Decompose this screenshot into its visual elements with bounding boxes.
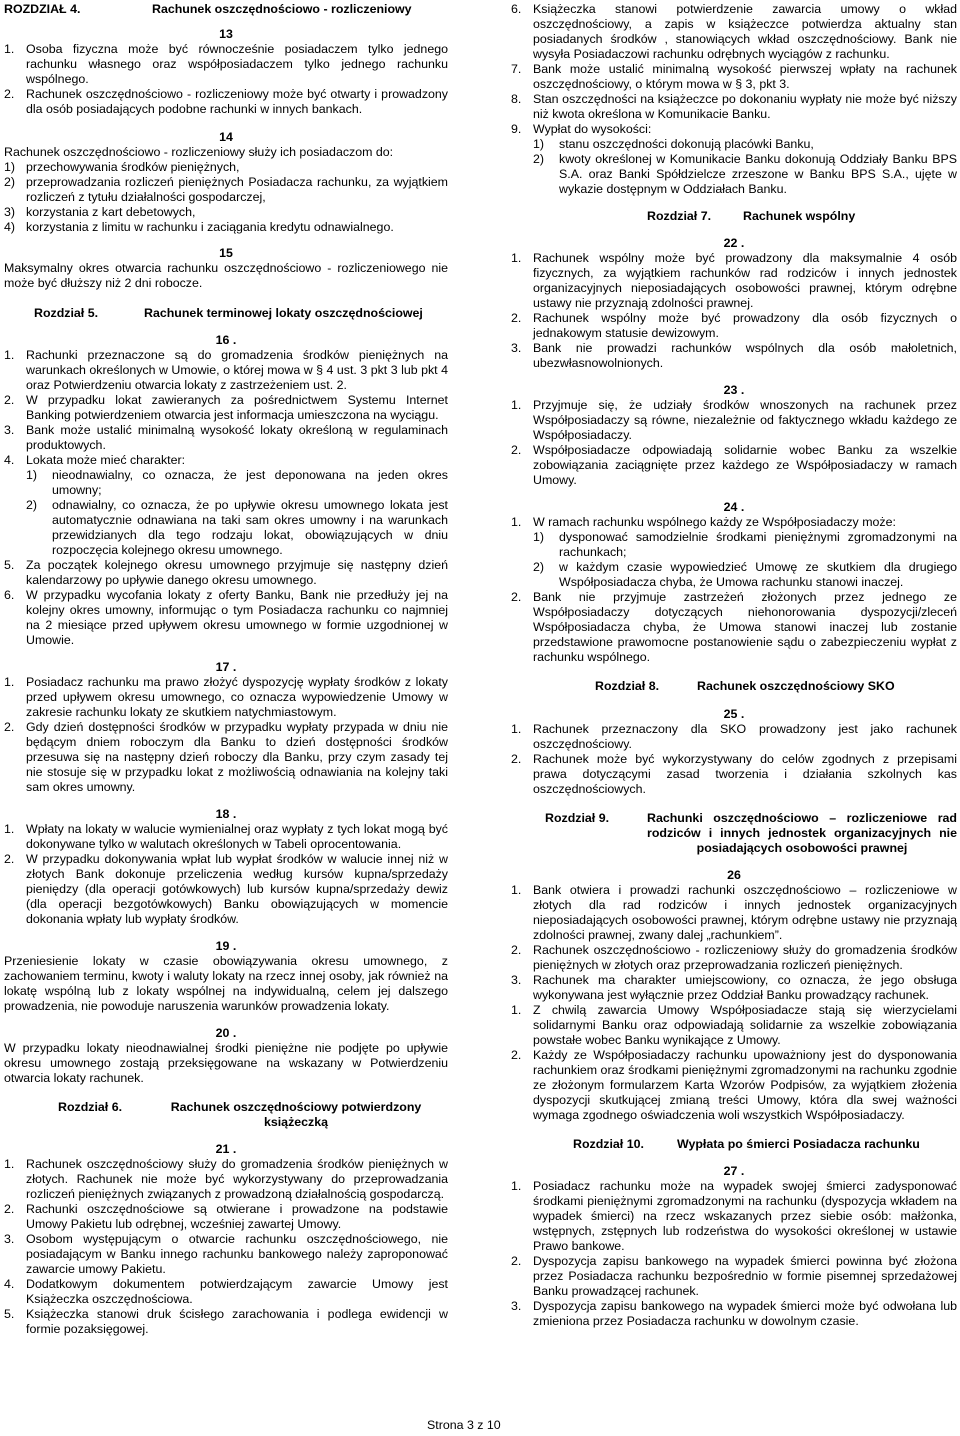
item-number: 1. — [511, 722, 522, 736]
list-item — [511, 973, 957, 1003]
list-item — [4, 1277, 448, 1307]
item-text: Rachunek oszczędnościowo - rozliczeniowy służy do gromadzenia środków pieniężnych w złotych oraz przeprowadzania rozliczeń pieniężnych. — [533, 943, 957, 972]
item-number: 1) — [26, 468, 38, 482]
section-13-heading: 13 — [219, 27, 233, 41]
item-text: Rachunek wspólny może być prowadzony dla osób fizycznych o jednakowym statusie dewizowym. — [533, 311, 957, 340]
section-26-body — [511, 883, 957, 1123]
item-number: 2. — [4, 1202, 15, 1216]
section-21-subitems — [511, 137, 957, 197]
chapter-title: Rachunek terminowej lokaty oszczędnościowej — [144, 306, 423, 320]
item-text: nieodnawialny, co oznacza, że jest deponowana na jeden okres umowny; — [52, 468, 448, 497]
item-text: Posiadacz rachunku ma prawo złożyć dyspozycję wypłaty środków z lokaty przed upływem okresu umownego, co oznacza wypowiedzenie Umowy w zakresie rachunku lokaty ze skutkiem natychmiastowym. — [26, 675, 448, 719]
section-24-body — [511, 515, 957, 530]
section-18-heading: 18 . — [215, 807, 237, 821]
item-text: Bank otwiera i prowadzi rachunki oszczędnościowo – rozliczeniowe w złotych dla rad rodziców i innych jednostek organizacyjnych nieposiadających osobowości prawnej, którym odrębne ustawy nie przyznają zdolności prawnej, zwany dalej „rachunkiem”. — [533, 883, 957, 942]
item-number: 1) — [533, 137, 545, 151]
item-text: Za początek kolejnego okresu umownego przyjmuje się następny dzień kalendarzowy po upływie danego okresu umownego. — [26, 558, 448, 587]
list-item — [4, 852, 448, 927]
item-number: 5. — [4, 558, 15, 572]
item-number: 1. — [511, 515, 522, 529]
list-item — [511, 1299, 957, 1329]
chapter-title: Rachunek oszczędnościowo - rozliczeniowy — [152, 2, 412, 16]
section-24-body-continued — [511, 590, 957, 665]
item-number: 1. — [4, 822, 15, 836]
list-item — [4, 822, 448, 852]
item-number: 2. — [511, 1254, 522, 1268]
item-text: stanu oszczędności dokonują placówki Banku, — [559, 137, 814, 151]
section-15-text: Maksymalny okres otwarcia rachunku oszczędnościowo - rozliczeniowego nie może być dłuższy niż 2 dni robocze. — [4, 261, 448, 290]
sub-list-item — [511, 137, 957, 152]
list-item — [511, 341, 957, 371]
item-number: 2. — [511, 943, 522, 957]
section-27-heading: 27 . — [723, 1164, 745, 1178]
chapter-7-heading — [511, 209, 957, 224]
section-21-body — [4, 1157, 448, 1337]
list-item — [511, 251, 957, 311]
item-text: Rachunek może być wykorzystywany do celów zgodnych z przepisami prawa dotyczącymi zasad tworzenia i działania szkolnych kas oszczędnościowych. — [533, 752, 957, 796]
item-text: Stan oszczędności na książeczce po dokonaniu wypłaty nie może być niższy niż kwota określona w Komunikacie Banku. — [533, 92, 957, 121]
list-item — [4, 720, 448, 795]
sub-list-item — [511, 152, 957, 197]
item-number: 2. — [511, 443, 522, 457]
item-text: Osoba fizyczna może być równocześnie posiadaczem tylko jednego rachunku własnego oraz współposiadaczem tylko jednego rachunku wspólnego. — [26, 42, 448, 86]
section-21-heading: 21 . — [215, 1142, 237, 1156]
list-item — [511, 92, 957, 122]
chapter-title: Rachunek wspólny — [743, 209, 856, 223]
item-number: 3) — [4, 205, 16, 219]
item-text: Wypłat do wysokości: — [533, 122, 652, 136]
item-number: 1. — [511, 251, 522, 265]
chapter-title: Rachunki oszczędnościowo – rozliczeniowe rad rodziców i innych jednostek organizacyjnych nie posiadających osobowości prawnej — [647, 811, 957, 855]
list-item — [4, 393, 448, 423]
item-number: 3. — [511, 973, 522, 987]
chapter-number: Rozdział 5. — [34, 306, 99, 320]
list-item — [511, 752, 957, 797]
section-14-body — [4, 160, 448, 235]
section-20-text: W przypadku lokaty nieodnawialnej środki pieniężne nie podjęte po upływie okresu umownego zostają przeksięgowane na wskazany w Potwierdzeniu otwarcia lokaty rachunek. — [4, 1041, 448, 1085]
section-13-body — [4, 42, 448, 117]
list-item — [511, 398, 957, 443]
item-text: W przypadku dokonywania wpłat lub wypłat środków w walucie innej niż w złotych Bank dokonuje przeliczenia według kursów kupna/sprzedaży pieniędzy (dla operacji gotówkowych) lub kursów kupna/sprzedaży dewiz (dla operacji bezgotówkowych) Banku obowiązujących w momencie dokonania wpłaty lub wypłaty środków. — [26, 852, 448, 926]
section-16-subitems — [4, 468, 448, 558]
list-item — [4, 1157, 448, 1202]
item-text: Lokata może mieć charakter: — [26, 453, 186, 467]
chapter-4-heading — [4, 2, 448, 17]
item-number: 9. — [511, 122, 522, 136]
section-17-heading: 17 . — [215, 660, 237, 674]
right-column — [511, 0, 957, 1329]
section-25-heading: 25 . — [723, 707, 745, 721]
list-item — [4, 675, 448, 720]
sub-list-item — [511, 560, 957, 590]
item-text: Rachunek ma charakter umiejscowiony, co oznacza, że jego obsługa wykonywana jest wyłącznie przez Oddział Banku prowadzący rachunek. — [533, 973, 957, 1002]
item-text: korzystania z limitu w rachunku i zaciągania kredytu odnawialnego. — [26, 220, 394, 234]
item-text: Książeczka stanowi potwierdzenie zawarcia umowy o wkład oszczędnościowy, a zapis w książeczce potwierdza aktualny stan posiadanych środków , stanowiących wkład oszczędnościowy. Bank nie wysyła Posiadaczowi rachunku odrębnych wyciągów z rachunku. — [533, 2, 957, 61]
section-24-heading: 24 . — [723, 500, 745, 514]
item-text: W ramach rachunku wspólnego każdy ze Współposiadaczy może: — [533, 515, 896, 529]
chapter-number: Rozdział 8. — [595, 679, 660, 693]
item-text: Rachunki przeznaczone są do gromadzenia środków pieniężnych na warunkach określonych w Umowie, o której mowa w § 4 ust. 3 pkt 3 lub pkt 4 oraz Potwierdzeniu otwarcia lokaty z zastrzeżeniem ust. 2. — [26, 348, 448, 392]
item-text: odnawialny, co oznacza, że po upływie okresu umownego lokata jest automatycznie odnawiana na taki sam okres umowny i na warunkach przewidzianych dla tego rodzaju lokat, obowiązujących w dniu rozpoczęcia kolejnego okresu umownego. — [52, 498, 448, 557]
section-20-heading: 20 . — [215, 1026, 237, 1040]
item-number: 3. — [4, 1232, 15, 1246]
section-22-heading: 22 . — [723, 236, 745, 250]
item-number: 6. — [511, 2, 522, 16]
item-text: W przypadku lokat zawieranych za pośrednictwem Systemu Internet Banking potwierdzeniem otwarcia jest informacja umieszczona na wyciągu. — [26, 393, 448, 422]
item-number: 2. — [511, 590, 522, 604]
item-number: 2. — [511, 752, 522, 766]
item-number: 2. — [4, 720, 15, 734]
item-number: 2. — [4, 87, 15, 101]
item-number: 1. — [511, 398, 522, 412]
item-text: Rachunek wspólny może być prowadzony dla maksymalnie 4 osób fizycznych, za wyjątkiem rachunków rad rodziców i innych jednostek organizacyjnych nieposiadających osobowości prawnej, którym odrębne ustawy nie przyznają zdolności prawnej. — [533, 251, 957, 310]
sub-list-item — [511, 530, 957, 560]
section-18-body — [4, 822, 448, 927]
item-number: 1. — [511, 1003, 522, 1017]
item-number: 1. — [4, 1157, 15, 1171]
item-number: 2. — [511, 1048, 522, 1062]
list-item — [511, 1179, 957, 1254]
item-number: 7. — [511, 62, 522, 76]
list-item — [511, 943, 957, 973]
chapter-number: Rozdział 7. — [647, 209, 712, 223]
section-14-intro: Rachunek oszczędnościowo - rozliczeniowy służy ich posiadaczom do: — [4, 145, 394, 159]
list-item — [4, 42, 448, 87]
item-text: korzystania z kart debetowych, — [26, 205, 196, 219]
item-text: W przypadku wycofania lokaty z oferty Banku, Bank nie przedłuży jej na kolejny okres umowny, informując o tym Posiadacza rachunku co najmniej na 2 miesiące przed upływem okresu umownego w formie uzgodnionej w Umowie. — [26, 588, 448, 647]
list-item — [511, 722, 957, 752]
chapter-number: Rozdział 9. — [545, 811, 610, 825]
list-item — [511, 2, 957, 62]
list-item — [4, 1202, 448, 1232]
item-text: Książeczka stanowi druk ścisłego zarachowania i podlega ewidencji w formie pozaksięgowej. — [26, 1307, 448, 1336]
item-number: 1. — [4, 42, 15, 56]
section-25-body — [511, 722, 957, 797]
list-item — [511, 1003, 957, 1048]
section-23-body — [511, 398, 957, 488]
chapter-title: Wypłata po śmierci Posiadacza rachunku — [677, 1137, 920, 1151]
left-column — [4, 0, 448, 1337]
item-text: Bank może ustalić minimalną wysokość pierwszej wpłaty na rachunek oszczędnościowy, o którym mowa w § 3, pkt 3. — [533, 62, 957, 91]
list-item — [511, 62, 957, 92]
list-item — [4, 205, 448, 220]
item-number: 2. — [511, 311, 522, 325]
item-number: 2) — [4, 175, 16, 189]
item-text: Wpłaty na lokaty w walucie wymienialnej oraz wypłaty z tych lokat mogą być dokonywane tylko w walutach określonych w Tabeli oprocentowania. — [26, 822, 448, 851]
list-item — [4, 453, 448, 468]
item-number: 6. — [4, 588, 15, 602]
item-number: 1. — [511, 883, 522, 897]
item-text: Bank może ustalić minimalną wysokość lokaty określoną w regulaminach produktowych. — [26, 423, 448, 452]
chapter-title: Rachunek oszczędnościowy SKO — [697, 679, 895, 693]
list-item — [511, 311, 957, 341]
list-item — [511, 590, 957, 665]
item-text: Rachunek oszczędnościowy służy do gromadzenia środków pieniężnych w złotych. Rachunek nie może być wykorzystywany do przeprowadzania rozliczeń pieniężnych związanych z prowadzoną działalnością gospodarczą. — [26, 1157, 448, 1201]
list-item — [511, 1254, 957, 1299]
item-text: Gdy dzień dostępności środków w przypadku wypłaty przypada w dniu nie będącym dniem roboczym dla Banku to dzień dostępności środków przesuwa się na następny dzień roboczy dla Banku, przy czym zasady tej nie stosuje się w przypadku lokat z możliwością odnawiania na kolejny taki sam okres umowny. — [26, 720, 448, 794]
list-item — [4, 1232, 448, 1277]
item-number: 3. — [511, 1299, 522, 1313]
item-number: 2) — [533, 560, 545, 574]
item-number: 2) — [533, 152, 545, 166]
item-number: 3. — [511, 341, 522, 355]
chapter-5-heading — [4, 306, 448, 321]
list-item — [4, 348, 448, 393]
item-text: Bank nie prowadzi rachunków wspólnych dla osób małoletnich, ubezwłasnowolnionych. — [533, 341, 957, 370]
section-19-text: Przeniesienie lokaty w czasie obowiązywania okresu umownego, z zachowaniem terminu, kwoty i waluty lokaty na rzecz innej osoby, jak również na lokatę wspólną lub z lokaty wspólnej na indywidualną, celem jej dalszego prowadzenia, nie powoduje naruszenia warunków prowadzenia lokaty. — [4, 954, 448, 1013]
section-23-heading: 23 . — [723, 383, 745, 397]
item-number: 2. — [4, 393, 15, 407]
chapter-number: Rozdział 6. — [58, 1100, 123, 1114]
item-text: Bank nie przyjmuje zastrzeżeń złożonych przez jednego ze Współposiadaczy dotyczących niehonorowania dyspozycji/zleceń Współposiadacza chyba, że Umowa stanowi inaczej lub zostanie przedstawione prawomocne postanowienie sądu o zabezpieczeniu wypłat z rachunku wspólnego. — [533, 590, 957, 664]
section-14-heading: 14 — [219, 130, 233, 144]
chapter-10-heading — [511, 1137, 957, 1152]
section-16-body — [4, 348, 448, 468]
list-item — [511, 1048, 957, 1123]
item-text: Dyspozycja zapisu bankowego na wypadek śmierci powinna być złożona przez Posiadacza rachunku bezpośrednio w formie pisemnej sprzedażowej Banku prowadzącej rachunek. — [533, 1254, 957, 1298]
list-item — [4, 160, 448, 175]
chapter-title: Rachunek oszczędnościowy potwierdzony książeczką — [170, 1100, 422, 1129]
item-number: 5. — [4, 1307, 15, 1321]
section-22-body — [511, 251, 957, 371]
item-text: w każdym czasie wypowiedzieć Umowę ze skutkiem dla drugiego Współposiadacza chyba, że Umowa rachunku stanowi inaczej. — [559, 560, 957, 589]
list-item — [4, 87, 448, 117]
list-item — [4, 423, 448, 453]
item-text: Z chwilą zawarcia Umowy Współposiadacze stają się wierzycielami solidarnymi Banku oraz odpowiadają solidarnie za wszelkie zobowiązania powstałe wobec Banku wynikające z Umowy. — [533, 1003, 957, 1047]
list-item — [4, 588, 448, 648]
item-number: 4) — [4, 220, 16, 234]
item-text: Każdy ze Współposiadaczy rachunku upoważniony jest do dysponowania rachunkiem oraz środkami pieniężnymi zgromadzonymi na rachunku zgodnie ze złożonym formularzem Karta Wzorów Podpisów, za wyjątkiem złożenia dyspozycji skutkującej zmianą treści Umowy, która dla swej ważności wymaga zgodnego oświadczenia woli wszystkich Współposiadaczy. — [533, 1048, 957, 1122]
item-text: Posiadacz rachunku może na wypadek swojej śmierci zadysponować środkami pieniężnymi zgromadzonymi na rachunku (dyspozycja wkładem na wypadek śmierci) na rzecz wskazanych przez siebie osób: małżonka, wstępnych, zstępnych lub rodzeństwa do wysokości określonej w ustawie Prawo bankowe. — [533, 1179, 957, 1253]
item-number: 2) — [26, 498, 38, 512]
section-16-body-continued — [4, 558, 448, 648]
item-text: Przyjmuje się, że udziały środków wnoszonych na rachunek przez Współposiadaczy są równe, niezależnie od faktycznego wkładu każdego ze Współposiadaczy. — [533, 398, 957, 442]
item-text: Dodatkowym dokumentem potwierdzającym zawarcie Umowy jest Książeczka oszczędnościowa. — [26, 1277, 448, 1306]
list-item — [511, 443, 957, 488]
item-text: Rachunek przeznaczony dla SKO prowadzony jest jako rachunek oszczędnościowy. — [533, 722, 957, 751]
item-number: 1) — [533, 530, 545, 544]
list-item — [511, 883, 957, 943]
list-item — [4, 175, 448, 205]
item-number: 8. — [511, 92, 522, 106]
list-item — [4, 220, 448, 235]
section-17-body — [4, 675, 448, 795]
item-number: 4. — [4, 453, 15, 467]
item-number: 3. — [4, 423, 15, 437]
section-15-heading: 15 — [219, 246, 233, 260]
item-text: Osobom występującym o otwarcie rachunku oszczędnościowego, nie posiadającym w Banku innego rachunku bankowego należy zaproponować zawarcie umowy Pakietu. — [26, 1232, 448, 1276]
item-text: kwoty określonej w Komunikacie Banku dokonują Oddziały Banku BPS S.A. oraz Banki Spółdzielcze zrzeszone w Banku BPS S.A., ujęte w wykazie dostępnym w Oddziałach Banku. — [559, 152, 957, 196]
section-16-heading: 16 . — [215, 333, 237, 347]
chapter-8-heading — [511, 679, 957, 694]
chapter-9-heading — [511, 811, 957, 856]
list-item — [4, 1307, 448, 1337]
section-26-heading: 26 — [727, 868, 741, 882]
list-item — [511, 122, 957, 137]
item-number: 1. — [4, 348, 15, 362]
item-number: 2. — [4, 852, 15, 866]
chapter-6-heading — [4, 1100, 448, 1130]
item-number: 1) — [4, 160, 16, 174]
chapter-number: ROZDZIAŁ 4. — [4, 2, 81, 16]
item-text: dysponować samodzielnie środkami pieniężnymi zgromadzonymi na rachunkach; — [559, 530, 957, 559]
chapter-number: Rozdział 10. — [573, 1137, 644, 1151]
section-24-subitems — [511, 530, 957, 590]
section-27-body — [511, 1179, 957, 1329]
item-number: 4. — [4, 1277, 15, 1291]
item-text: Rachunek oszczędnościowo - rozliczeniowy może być otwarty i prowadzony dla osób posiadających podobne rachunki w innych bankach. — [26, 87, 448, 116]
item-text: Dyspozycja zapisu bankowego na wypadek śmierci może być odwołana lub zmieniona przez Posiadacza rachunku w dowolnym czasie. — [533, 1299, 957, 1328]
item-number: 1. — [4, 675, 15, 689]
item-number: 1. — [511, 1179, 522, 1193]
section-21-continued — [511, 2, 957, 137]
list-item — [511, 515, 957, 530]
item-text: przechowywania środków pieniężnych, — [26, 160, 240, 174]
list-item — [4, 558, 448, 588]
item-text: Współposiadacze odpowiadają solidarnie wobec Banku za wszelkie zobowiązania zaciągnięte przez każdego ze Współposiadaczy w ramach Umowy. — [533, 443, 957, 487]
item-text: przeprowadzania rozliczeń pieniężnych Posiadacza rachunku, za wyjątkiem rozliczeń z tytułu działalności gospodarczej, — [26, 175, 448, 204]
page-number: Strona 3 z 10 — [427, 1418, 501, 1432]
item-text: Rachunki oszczędnościowe są otwierane i prowadzone na podstawie Umowy Pakietu lub odrębnej, wcześniej zawartej Umowy. — [26, 1202, 448, 1231]
section-19-heading: 19 . — [215, 939, 237, 953]
sub-list-item — [4, 498, 448, 558]
sub-list-item — [4, 468, 448, 498]
